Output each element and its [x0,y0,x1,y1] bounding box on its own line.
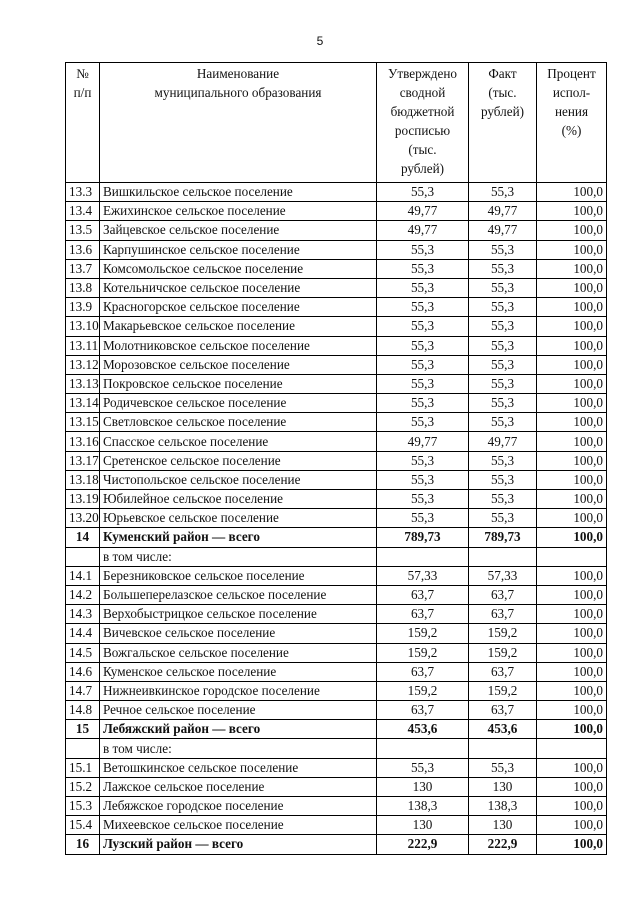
row-approved [377,739,469,758]
row-number: 14.3 [66,605,100,624]
row-percent: 100,0 [537,720,607,739]
row-percent: 100,0 [537,605,607,624]
row-number: 13.13 [66,374,100,393]
table-row [66,374,607,393]
row-name: Юбилейное сельское поселение [100,490,377,509]
row-number: 14.5 [66,643,100,662]
row-percent: 100,0 [537,758,607,777]
row-name: Чистопольское сельское поселение [100,470,377,489]
row-percent: 100,0 [537,470,607,489]
header-num [66,63,100,183]
table-row [66,240,607,259]
row-percent: 100,0 [537,336,607,355]
row-name: Вичевское сельское поселение [100,624,377,643]
row-name: Речное сельское поселение [100,701,377,720]
row-percent: 100,0 [537,777,607,796]
row-percent [537,547,607,566]
row-name: Вожгальское сельское поселение [100,643,377,662]
row-percent: 100,0 [537,701,607,720]
row-fact [469,739,537,758]
row-name: Спасское сельское поселение [100,432,377,451]
row-fact: 63,7 [469,605,537,624]
row-name: Вишкильское сельское поселение [100,183,377,202]
page-number: 5 [316,34,324,48]
row-approved: 55,3 [377,183,469,202]
row-approved: 55,3 [377,509,469,528]
row-number: 13.9 [66,298,100,317]
row-number: 13.8 [66,278,100,297]
row-number: 14.6 [66,662,100,681]
header-line: рублей) [400,161,445,176]
header-line: рублей) [480,104,525,119]
row-approved: 55,3 [377,317,469,336]
row-fact: 63,7 [469,662,537,681]
row-approved: 789,73 [377,528,469,547]
table-row [66,432,607,451]
header-fact [469,63,537,183]
row-number: 15.3 [66,797,100,816]
row-fact: 138,3 [469,797,537,816]
row-number: 13.11 [66,336,100,355]
row-approved: 55,3 [377,394,469,413]
table-row [66,202,607,221]
row-name: Лебяжский район — всего [100,720,377,739]
row-percent: 100,0 [537,221,607,240]
row-fact: 55,3 [469,355,537,374]
row-approved: 55,3 [377,758,469,777]
row-fact: 49,77 [469,202,537,221]
row-name: Верхобыстрицкое сельское поселение [100,605,377,624]
header-line: (тыс. [488,85,517,100]
row-percent: 100,0 [537,355,607,374]
table-row [66,470,607,489]
table-body [66,183,607,855]
row-number: 14.7 [66,681,100,700]
header-line: (%) [561,123,582,138]
row-approved: 159,2 [377,681,469,700]
row-approved: 222,9 [377,835,469,854]
row-percent: 100,0 [537,451,607,470]
row-name: Красногорское сельское поселение [100,298,377,317]
row-name: Светловское сельское поселение [100,413,377,432]
header-line: № [76,66,89,81]
header-line: сводной [399,85,446,100]
table-row [66,797,607,816]
row-name: Котельничское сельское поселение [100,278,377,297]
row-fact: 55,3 [469,413,537,432]
row-approved: 55,3 [377,374,469,393]
row-approved: 55,3 [377,259,469,278]
row-percent: 100,0 [537,585,607,604]
row-number: 16 [66,835,100,854]
row-name: Родичевское сельское поселение [100,394,377,413]
header-line: испол- [552,85,591,100]
table-header-row [66,63,607,183]
row-fact [469,547,537,566]
row-number: 13.19 [66,490,100,509]
row-number: 13.14 [66,394,100,413]
row-fact: 55,3 [469,278,537,297]
row-fact: 789,73 [469,528,537,547]
row-fact: 55,3 [469,451,537,470]
row-number: 15.1 [66,758,100,777]
table-row-total [66,720,607,739]
row-name: Куменское сельское поселение [100,662,377,681]
row-fact: 55,3 [469,470,537,489]
row-name: Макарьевское сельское поселение [100,317,377,336]
row-fact: 49,77 [469,432,537,451]
table-row [66,413,607,432]
row-fact: 55,3 [469,490,537,509]
table-row [66,509,607,528]
table-row [66,183,607,202]
row-percent: 100,0 [537,240,607,259]
row-approved: 49,77 [377,432,469,451]
row-approved: 55,3 [377,278,469,297]
header-line: бюджетной [390,104,455,119]
table-row [66,278,607,297]
table-row [66,259,607,278]
row-number: 14.4 [66,624,100,643]
row-number [66,547,100,566]
row-fact: 63,7 [469,701,537,720]
row-approved: 55,3 [377,240,469,259]
row-number: 15 [66,720,100,739]
row-approved: 130 [377,816,469,835]
table-row [66,681,607,700]
row-percent: 100,0 [537,490,607,509]
row-fact: 57,33 [469,566,537,585]
table-row [66,355,607,374]
row-approved: 55,3 [377,451,469,470]
row-fact: 453,6 [469,720,537,739]
row-percent: 100,0 [537,624,607,643]
row-fact: 159,2 [469,681,537,700]
header-line: Процент [547,66,596,81]
row-percent: 100,0 [537,797,607,816]
row-name: Михеевское сельское поселение [100,816,377,835]
row-percent: 100,0 [537,528,607,547]
table-row-total [66,528,607,547]
row-number: 13.20 [66,509,100,528]
table-row-including [66,739,607,758]
row-percent: 100,0 [537,202,607,221]
header-line: (тыс. [408,142,437,157]
row-number: 13.7 [66,259,100,278]
row-percent: 100,0 [537,394,607,413]
row-number [66,739,100,758]
row-approved: 55,3 [377,355,469,374]
table-row [66,643,607,662]
row-fact: 130 [469,816,537,835]
row-name: Березниковское сельское поселение [100,566,377,585]
row-percent: 100,0 [537,816,607,835]
row-number: 15.4 [66,816,100,835]
header-line: Наименование [196,66,280,81]
row-number: 13.3 [66,183,100,202]
row-name: Лузский район — всего [100,835,377,854]
row-fact: 55,3 [469,298,537,317]
row-approved: 63,7 [377,605,469,624]
row-percent: 100,0 [537,413,607,432]
row-percent: 100,0 [537,662,607,681]
row-approved: 55,3 [377,336,469,355]
row-number: 13.5 [66,221,100,240]
header-percent [537,63,607,183]
row-name: Карпушинское сельское поселение [100,240,377,259]
row-name: Молотниковское сельское поселение [100,336,377,355]
row-number: 14.1 [66,566,100,585]
row-percent: 100,0 [537,259,607,278]
row-percent: 100,0 [537,681,607,700]
row-approved: 49,77 [377,202,469,221]
table-row [66,490,607,509]
row-number: 13.17 [66,451,100,470]
table-row-total [66,835,607,854]
row-fact: 55,3 [469,317,537,336]
table-row [66,816,607,835]
row-fact: 55,3 [469,758,537,777]
table-row [66,451,607,470]
row-name: Зайцевское сельское поселение [100,221,377,240]
row-percent: 100,0 [537,183,607,202]
row-approved: 159,2 [377,643,469,662]
table-row [66,394,607,413]
table-row [66,701,607,720]
row-percent: 100,0 [537,374,607,393]
row-name: Сретенское сельское поселение [100,451,377,470]
table-row [66,662,607,681]
row-fact: 222,9 [469,835,537,854]
row-fact: 55,3 [469,183,537,202]
row-name: Куменский район — всего [100,528,377,547]
row-percent: 100,0 [537,432,607,451]
table-row [66,221,607,240]
row-fact: 55,3 [469,259,537,278]
row-approved: 138,3 [377,797,469,816]
table-row-including [66,547,607,566]
header-name [100,63,377,183]
row-fact: 55,3 [469,240,537,259]
row-percent: 100,0 [537,835,607,854]
row-name: Морозовское сельское поселение [100,355,377,374]
row-fact: 49,77 [469,221,537,240]
row-percent: 100,0 [537,566,607,585]
row-number: 14.2 [66,585,100,604]
budget-execution-table [65,62,607,855]
row-approved: 63,7 [377,585,469,604]
table-row [66,566,607,585]
row-approved: 130 [377,777,469,796]
row-name: Лебяжское городское поселение [100,797,377,816]
row-number: 13.6 [66,240,100,259]
row-number: 13.12 [66,355,100,374]
row-number: 14 [66,528,100,547]
table-row [66,777,607,796]
row-fact: 159,2 [469,624,537,643]
row-approved [377,547,469,566]
table-row [66,336,607,355]
row-name: Лажское сельское поселение [100,777,377,796]
table-row [66,605,607,624]
table-row [66,758,607,777]
row-percent [537,739,607,758]
row-number: 14.8 [66,701,100,720]
row-approved: 55,3 [377,470,469,489]
table-row [66,317,607,336]
row-approved: 49,77 [377,221,469,240]
row-approved: 55,3 [377,298,469,317]
row-name: Юрьевское сельское поселение [100,509,377,528]
row-number: 15.2 [66,777,100,796]
table-row [66,298,607,317]
header-line: муниципального образования [154,85,322,100]
row-fact: 55,3 [469,394,537,413]
row-name: Ветошкинское сельское поселение [100,758,377,777]
row-fact: 55,3 [469,509,537,528]
row-name: Покровское сельское поселение [100,374,377,393]
row-name: Комсомольское сельское поселение [100,259,377,278]
row-number: 13.18 [66,470,100,489]
header-line: п/п [73,85,92,100]
row-name: Ежихинское сельское поселение [100,202,377,221]
row-name: в том числе: [100,739,377,758]
row-name: Нижнеивкинское городское поселение [100,681,377,700]
row-percent: 100,0 [537,298,607,317]
row-number: 13.16 [66,432,100,451]
row-number: 13.15 [66,413,100,432]
row-percent: 100,0 [537,278,607,297]
row-fact: 159,2 [469,643,537,662]
row-percent: 100,0 [537,317,607,336]
row-fact: 55,3 [469,336,537,355]
header-line: нения [554,104,589,119]
row-number: 13.4 [66,202,100,221]
row-fact: 130 [469,777,537,796]
row-approved: 57,33 [377,566,469,585]
row-approved: 55,3 [377,490,469,509]
row-approved: 63,7 [377,662,469,681]
row-name: Большеперелазское сельское поселение [100,585,377,604]
row-fact: 63,7 [469,585,537,604]
row-name: в том числе: [100,547,377,566]
row-approved: 159,2 [377,624,469,643]
row-approved: 55,3 [377,413,469,432]
header-line: Факт [488,66,517,81]
row-percent: 100,0 [537,643,607,662]
header-line: Утверждено [387,66,458,81]
table-row [66,624,607,643]
row-approved: 453,6 [377,720,469,739]
row-approved: 63,7 [377,701,469,720]
table-row [66,585,607,604]
row-number: 13.10 [66,317,100,336]
header-approved [377,63,469,183]
row-percent: 100,0 [537,509,607,528]
row-fact: 55,3 [469,374,537,393]
header-line: росписью [394,123,451,138]
